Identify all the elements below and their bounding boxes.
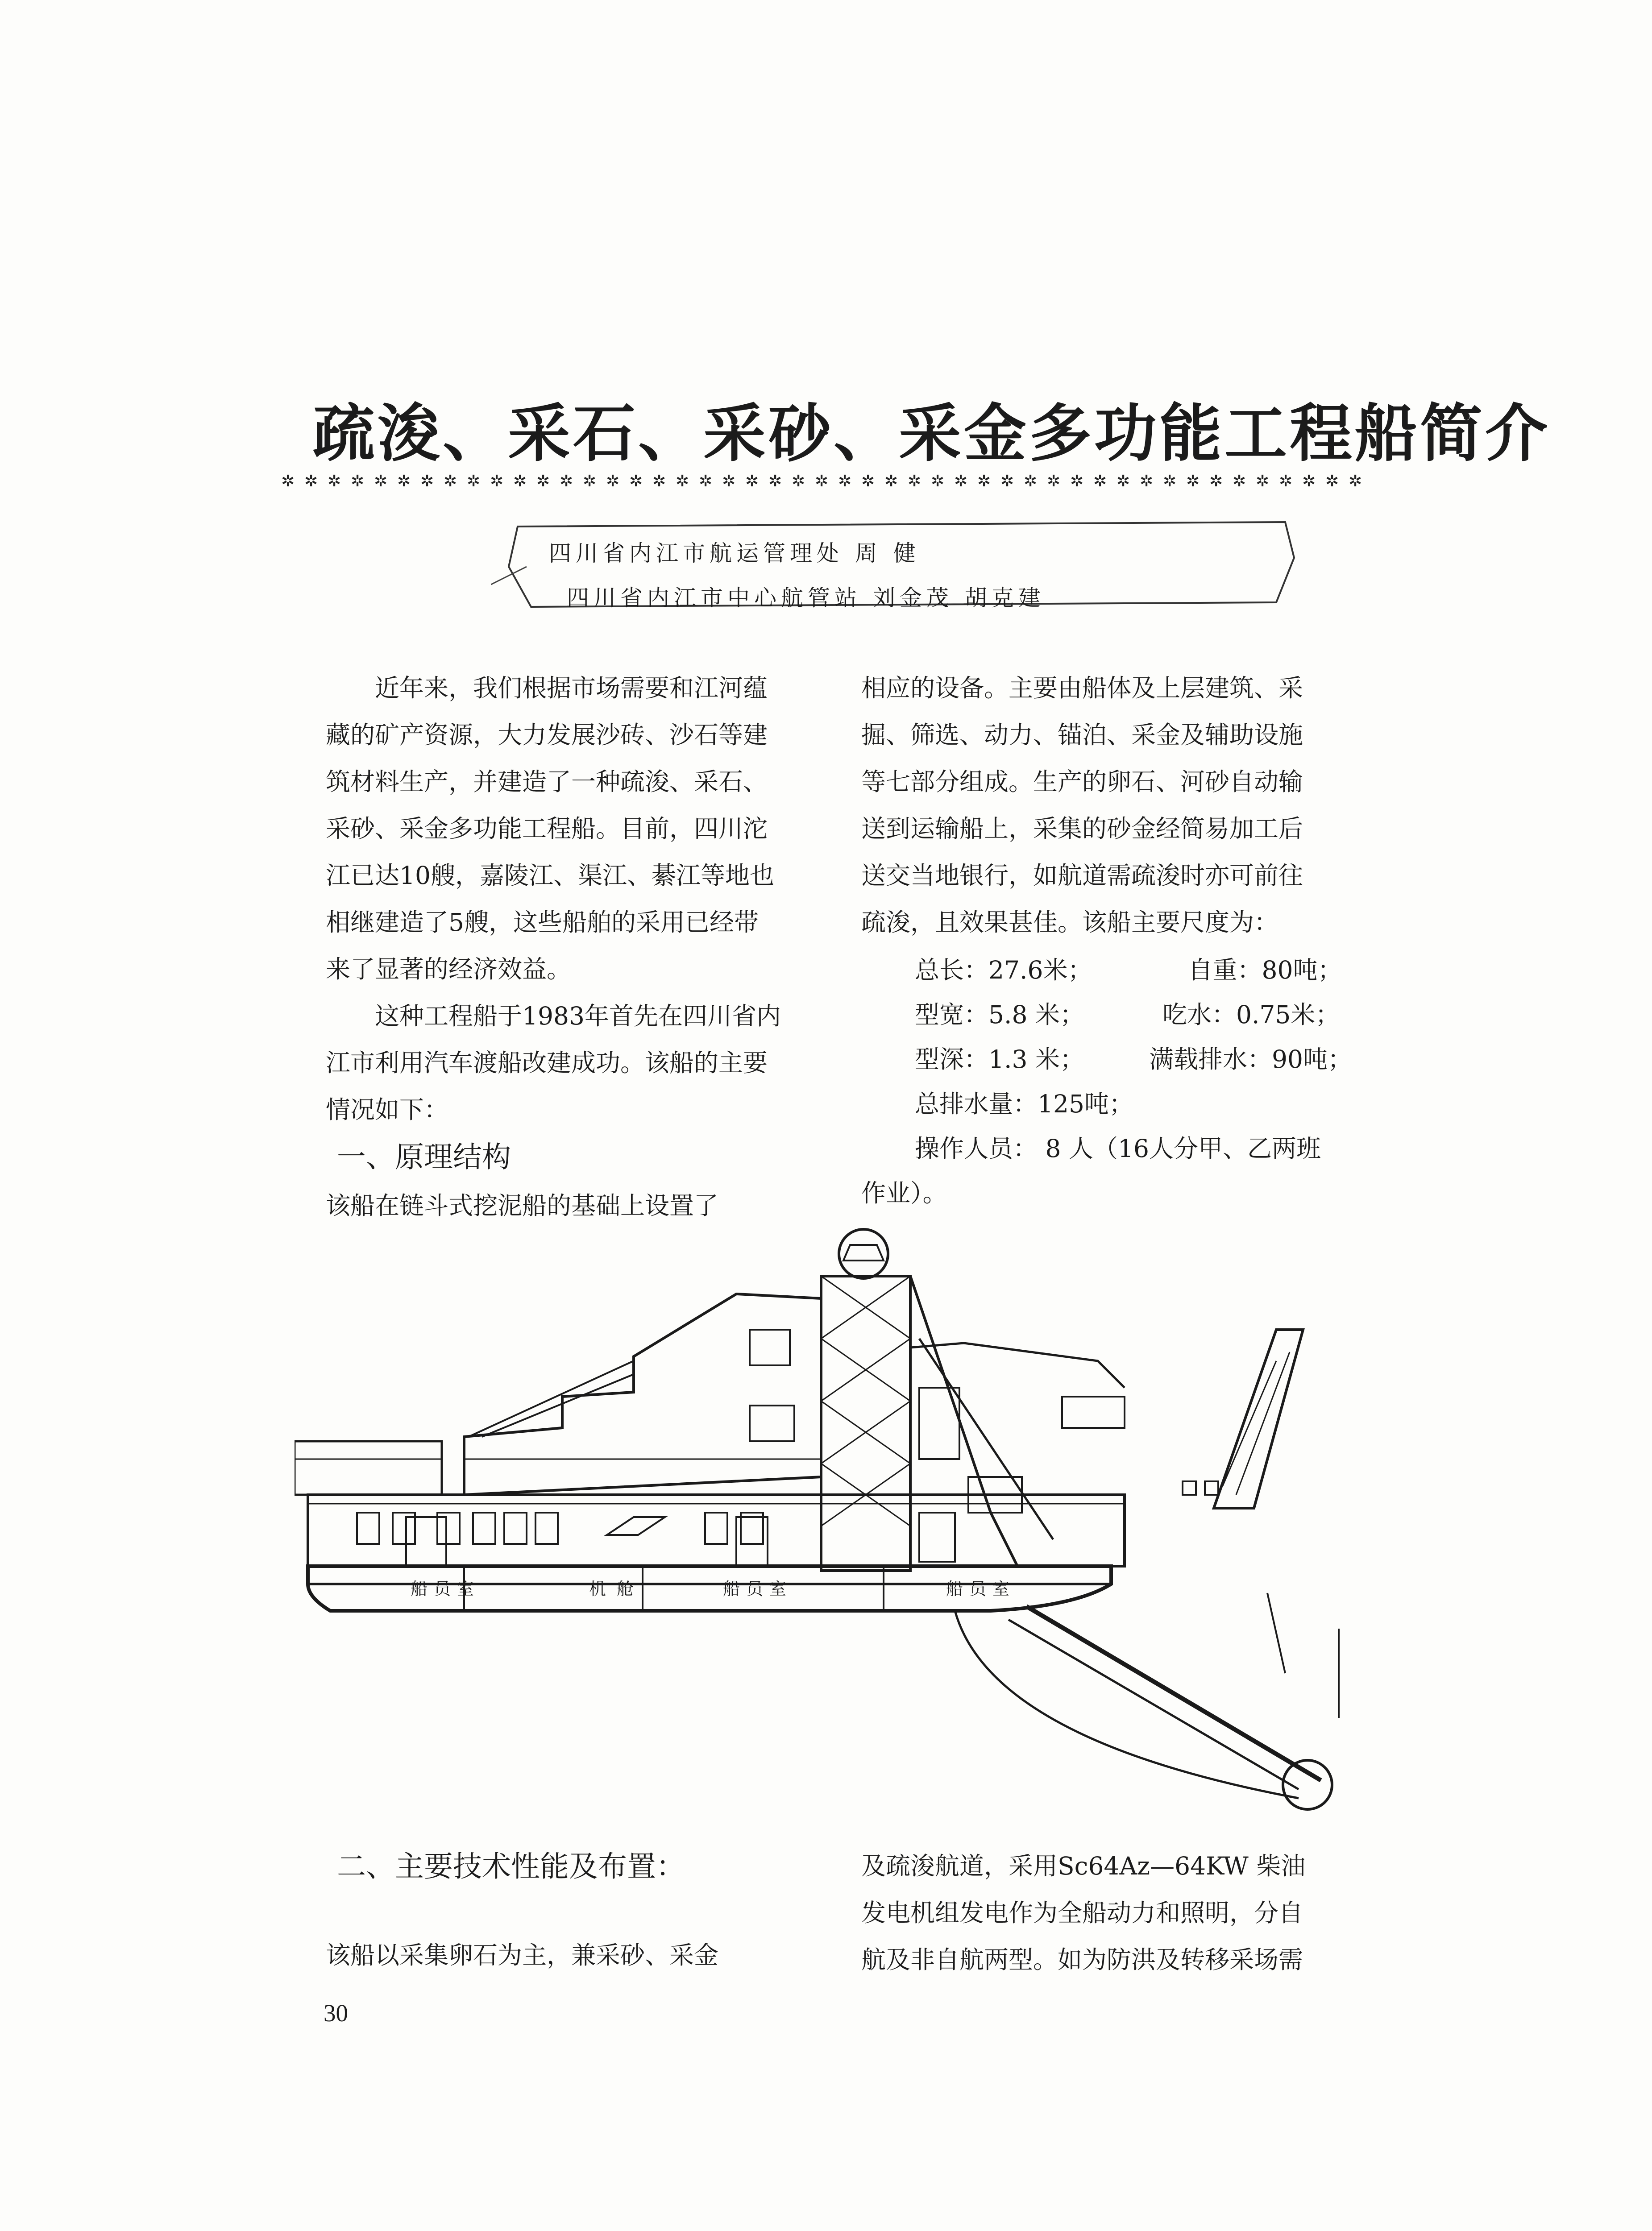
spec-row	[915, 950, 1342, 986]
crew-line-2: 作业）。	[861, 1179, 947, 1207]
decoration-star: ✲	[606, 472, 620, 490]
title-decoration-rule	[277, 469, 1383, 495]
decoration-star: ✲	[1233, 472, 1246, 490]
spec-value: 1.3 米；	[988, 1045, 1084, 1074]
spec-label: 自重：	[1188, 956, 1262, 984]
decoration-star: ✲	[1349, 472, 1362, 490]
text-line: 采砂、采金多功能工程船。目前，四川沱	[326, 814, 768, 843]
decoration-star: ✲	[1302, 472, 1316, 490]
hull-label: 船员室	[723, 1579, 793, 1599]
author-line-2: 四川省内江市中心航管站 刘金茂 胡克建	[567, 585, 1045, 611]
decoration-star: ✲	[397, 472, 411, 490]
text-line: 筑材料生产，并建造了一种疏浚、采石、	[326, 767, 768, 796]
decoration-star: ✲	[1140, 472, 1154, 490]
decoration-star: ✲	[420, 472, 434, 490]
decoration-star: ✲	[838, 472, 852, 490]
decoration-star: ✲	[1163, 472, 1177, 490]
section-2-heading: 二、主要技术性能及布置：	[337, 1850, 685, 1883]
text-line: 及疏浚航道，采用Sc64Az—64KW 柴油	[861, 1852, 1306, 1880]
hull-label: 机舱	[589, 1579, 645, 1599]
spec-value: 90吨；	[1271, 1045, 1352, 1074]
decoration-star: ✲	[861, 472, 875, 490]
decoration-star: ✲	[676, 472, 689, 490]
decoration-star: ✲	[281, 472, 295, 490]
spec-label: 型深：	[915, 1045, 989, 1074]
text-line: 相继建造了5艘，这些船舶的采用已经带	[326, 908, 759, 937]
decoration-star: ✲	[1256, 472, 1270, 490]
spec-label: 总长：	[915, 956, 989, 984]
decoration-star: ✲	[884, 472, 898, 490]
decoration-star: ✲	[815, 472, 829, 490]
spec-value: 27.6米；	[988, 956, 1092, 984]
decoration-star: ✲	[1000, 472, 1014, 490]
decoration-star: ✲	[977, 472, 991, 490]
decoration-star: ✲	[1117, 472, 1130, 490]
text-line: 航及非自航两型。如为防洪及转移采场需	[861, 1945, 1303, 1974]
spec-row	[915, 1040, 1352, 1075]
decoration-star: ✲	[1047, 472, 1061, 490]
decoration-star: ✲	[792, 472, 805, 490]
left-column	[326, 665, 861, 1133]
text-line: 送交当地银行，如航道需疏浚时亦可前往	[861, 861, 1303, 890]
decoration-star: ✲	[1209, 472, 1223, 490]
decoration-star: ✲	[328, 472, 341, 490]
spec-value: 5.8 米；	[988, 1000, 1084, 1029]
text-line: 疏浚，且效果甚佳。该船主要尺度为：	[861, 908, 1279, 937]
decoration-star: ✲	[1024, 472, 1038, 490]
decoration-star: ✲	[1279, 472, 1293, 490]
decoration-star: ✲	[652, 472, 666, 490]
text-line: 近年来，我们根据市场需要和江河蕴	[375, 674, 768, 702]
text-line: 掘、筛选、动力、锚泊、采金及辅助设施	[861, 721, 1303, 749]
decoration-star: ✲	[444, 472, 457, 490]
text-line: 藏的矿产资源，大力发展沙砖、沙石等建	[326, 721, 768, 749]
decoration-star: ✲	[467, 472, 481, 490]
decoration-star: ✲	[1093, 472, 1107, 490]
right-column	[861, 665, 1397, 946]
spec-label: 满载排水：	[1149, 1045, 1272, 1074]
decoration-star: ✲	[768, 472, 782, 490]
text-line: 情况如下：	[326, 1095, 449, 1124]
text-line: 江已达10艘，嘉陵江、渠江、綦江等地也	[326, 861, 774, 890]
spec-label: 型宽：	[915, 1000, 989, 1029]
text-line: 来了显著的经济效益。	[326, 955, 572, 983]
decoration-star: ✲	[513, 472, 527, 490]
decoration-star: ✲	[1186, 472, 1200, 490]
decoration-star: ✲	[536, 472, 550, 490]
text-line: 发电机组发电作为全船动力和照明，分自	[861, 1899, 1303, 1927]
decoration-star: ✲	[1325, 472, 1339, 490]
decoration-star: ✲	[908, 472, 921, 490]
decoration-star: ✲	[583, 472, 597, 490]
text-line: 相应的设备。主要由船体及上层建筑、采	[861, 674, 1303, 702]
section-1-heading: 一、原理结构	[337, 1140, 511, 1174]
decoration-star: ✲	[931, 472, 945, 490]
spec-value: 125吨；	[1038, 1090, 1133, 1118]
decoration-star: ✲	[351, 472, 365, 490]
text-line: 江市利用汽车渡船改建成功。该船的主要	[326, 1049, 768, 1077]
text-line: 送到运输船上，采集的砂金经简易加工后	[861, 814, 1303, 843]
author-line-1: 四川省内江市航运管理处 周 健	[549, 540, 920, 566]
section-1-text: 该船在链斗式挖泥船的基础上设置了	[326, 1191, 719, 1220]
decoration-star: ✲	[629, 472, 643, 490]
decoration-star: ✲	[374, 472, 388, 490]
text-line: 这种工程船于1983年首先在四川省内	[375, 1002, 781, 1030]
spec-label: 总排水量：	[915, 1090, 1038, 1118]
decoration-star: ✲	[490, 472, 504, 490]
spec-row	[915, 995, 1340, 1030]
decoration-star: ✲	[304, 472, 318, 490]
decoration-star: ✲	[1070, 472, 1084, 490]
spec-row	[915, 1084, 1133, 1120]
decoration-star: ✲	[722, 472, 736, 490]
crew-line: 操作人员： 8 人（16人分甲、乙两班	[915, 1134, 1321, 1163]
hull-label: 船员室	[411, 1579, 481, 1599]
spec-value: 0.75米；	[1236, 1000, 1340, 1029]
spec-label: 吃水：	[1162, 1000, 1236, 1029]
decoration-star: ✲	[560, 472, 573, 490]
hull-label: 船员室	[946, 1579, 1016, 1599]
spec-value: 80吨；	[1262, 956, 1342, 984]
ship-side-elevation-figure	[295, 1227, 1388, 1852]
section-2-right-column	[861, 1843, 1397, 1983]
decoration-star: ✲	[699, 472, 713, 490]
text-line: 等七部分组成。生产的卵石、河砂自动输	[861, 767, 1303, 796]
decoration-star: ✲	[954, 472, 968, 490]
section-2-left-text: 该船以采集卵石为主，兼采砂、采金	[326, 1941, 719, 1970]
article-title: 疏浚、采石、采砂、采金多功能工程船简介	[312, 398, 1551, 470]
decoration-star: ✲	[745, 472, 759, 490]
page-number: 30	[324, 1999, 348, 2027]
